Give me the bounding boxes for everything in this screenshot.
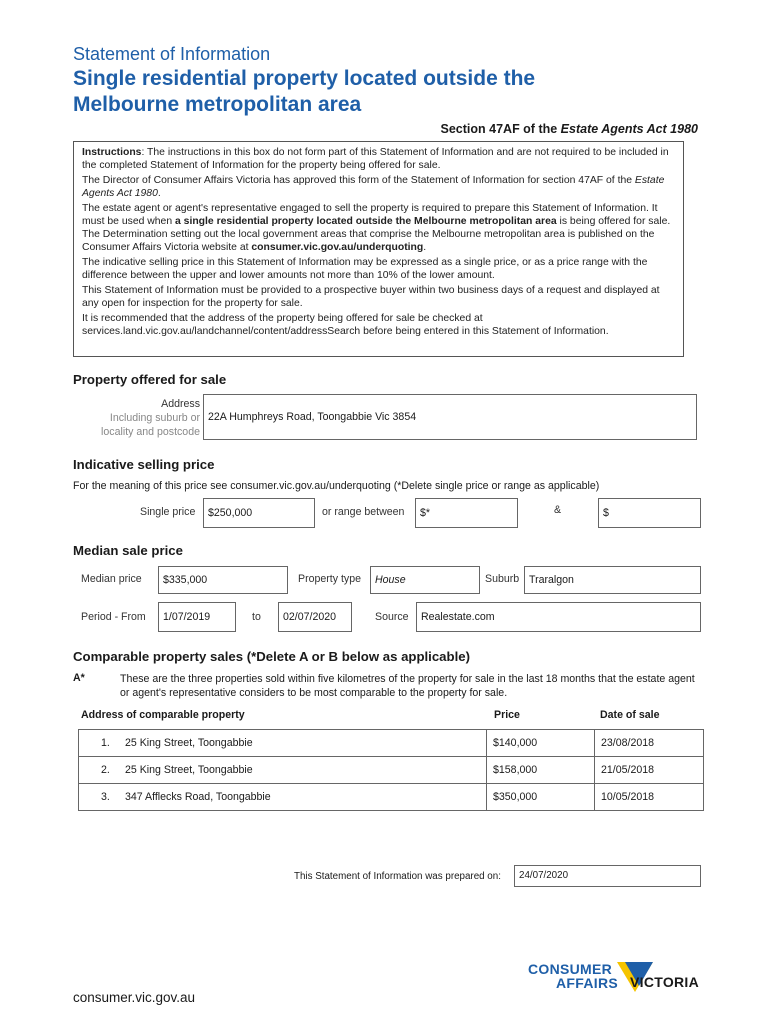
comparable-price-cell[interactable]: $350,000 bbox=[487, 784, 595, 811]
source-label: Source bbox=[375, 611, 409, 623]
source-field[interactable]: Realestate.com bbox=[416, 602, 701, 632]
instr-p3-c: . bbox=[423, 242, 427, 254]
comparable-table bbox=[78, 729, 704, 811]
row-address: 347 Afflecks Road, Toongabbie bbox=[125, 791, 271, 803]
range-ampersand: & bbox=[554, 504, 562, 516]
comparable-heading: Comparable property sales (*Delete A or B below as applicable) bbox=[73, 649, 470, 664]
suburb-label: Suburb bbox=[485, 573, 520, 585]
comparable-address-cell[interactable] bbox=[79, 784, 487, 811]
median-price-field[interactable]: $335,000 bbox=[158, 566, 288, 594]
instr-p3-bold: a single residential property located outside the Melbourne metropolitan area bbox=[175, 216, 557, 228]
consumer-affairs-logo bbox=[528, 960, 708, 1000]
footer-url[interactable]: consumer.vic.gov.au bbox=[73, 990, 196, 1005]
logo-line-consumer: CONSUMER bbox=[528, 961, 613, 977]
section-prefix: Section 47AF of the bbox=[440, 122, 561, 136]
instr-p3-b: is being offered for sale. The Determination setting out the local government areas that comprise the Melbourne metropolitan area is published on the Consumer Affairs Victoria website at bbox=[82, 216, 671, 254]
property-type-field[interactable]: House bbox=[370, 566, 480, 594]
logo-line-affairs: AFFAIRS bbox=[556, 975, 618, 991]
period-to-field[interactable]: 02/07/2020 bbox=[278, 602, 352, 632]
range-label: or range between bbox=[322, 506, 405, 518]
comparable-price-cell[interactable]: $158,000 bbox=[487, 757, 595, 784]
address-label-1: Address bbox=[161, 398, 200, 410]
table-row bbox=[79, 784, 704, 811]
instr-p3-a: The estate agent or agent's representative engaged to sell the property is required to prepare this Statement of Information. It must be used when bbox=[82, 202, 658, 228]
instr-p1 bbox=[82, 146, 675, 172]
instr-label: Instructions bbox=[82, 147, 142, 158]
col-price-header: Price bbox=[494, 709, 520, 721]
title-line-1: Single residential property located outside the bbox=[73, 67, 536, 90]
row-address: 25 King Street, Toongabbie bbox=[125, 764, 253, 776]
col-address-header: Address of comparable property bbox=[81, 709, 245, 721]
period-from-label: Period - From bbox=[81, 611, 146, 623]
period-to-label: to bbox=[252, 611, 261, 623]
median-heading: Median sale price bbox=[73, 543, 183, 558]
row-number: 3. bbox=[101, 791, 110, 803]
row-number: 1. bbox=[101, 737, 110, 749]
section-reference bbox=[441, 122, 698, 136]
instructions-box bbox=[73, 141, 684, 357]
single-price-field[interactable]: $250,000 bbox=[203, 498, 315, 528]
address-label bbox=[73, 397, 200, 439]
table-row bbox=[79, 730, 704, 757]
comparable-address-cell[interactable] bbox=[79, 757, 487, 784]
prepared-label: This Statement of Information was prepared on: bbox=[294, 871, 501, 882]
comparable-address-cell[interactable] bbox=[79, 730, 487, 757]
document-kicker: Statement of Information bbox=[73, 44, 271, 64]
comparable-date-cell[interactable]: 23/08/2018 bbox=[595, 730, 704, 757]
indicative-heading: Indicative selling price bbox=[73, 457, 215, 472]
median-price-label: Median price bbox=[81, 573, 142, 585]
suburb-field[interactable]: Traralgon bbox=[524, 566, 701, 594]
instr-p5: This Statement of Information must be provided to a prospective buyer within two business days of a request and displayed at any open for inspection for the property for sale. bbox=[82, 285, 660, 310]
prepared-date-field[interactable]: 24/07/2020 bbox=[514, 865, 701, 887]
row-address: 25 King Street, Toongabbie bbox=[125, 737, 253, 749]
range-high-field[interactable]: $ bbox=[598, 498, 701, 528]
instr-p2-text: The Director of Consumer Affairs Victoria has approved this form of the Statement of Information for section 47AF of the bbox=[82, 174, 635, 186]
property-type-label: Property type bbox=[298, 573, 362, 585]
instr-p3 bbox=[82, 202, 675, 254]
comparable-marker: A* bbox=[73, 672, 85, 684]
logo-victoria: VICTORIA bbox=[630, 974, 700, 990]
comparable-description: These are the three properties sold within five kilometres of the property for sale in the last 18 months that the estate agent or agent's representative considers to be most comparable to the property for sale. bbox=[120, 673, 695, 699]
single-price-label: Single price bbox=[140, 506, 196, 518]
address-label-2: Including suburb or bbox=[109, 412, 200, 424]
underquoting-link[interactable]: consumer.vic.gov.au/underquoting bbox=[251, 242, 424, 254]
comparable-date-cell[interactable]: 21/05/2018 bbox=[595, 757, 704, 784]
col-date-header: Date of sale bbox=[600, 709, 660, 721]
instr-p2 bbox=[82, 174, 675, 200]
property-heading: Property offered for sale bbox=[73, 372, 227, 387]
row-number: 2. bbox=[101, 764, 110, 776]
comparable-price-cell[interactable]: $140,000 bbox=[487, 730, 595, 757]
address-label-3: locality and postcode bbox=[101, 426, 200, 438]
section-act: Estate Agents Act 1980 bbox=[560, 122, 698, 136]
document-title bbox=[73, 66, 713, 118]
table-row bbox=[79, 757, 704, 784]
instr-p4: The indicative selling price in this Statement of Information may be expressed as a single price, or as a price range with the difference between the upper and lower amounts not more than 10% of the lower amount. bbox=[82, 257, 648, 282]
instr-p2-act: Estate Agents Act 1980 bbox=[82, 174, 665, 200]
instr-p1-text: : The instructions in this box do not form part of this Statement of Information and are not required to be included in the completed Statement of Information for the property being offered for sale. bbox=[82, 147, 669, 172]
instr-p2-end: . bbox=[157, 188, 161, 200]
range-low-field[interactable]: $* bbox=[415, 498, 518, 528]
comparable-date-cell[interactable]: 10/05/2018 bbox=[595, 784, 704, 811]
instr-p6: It is recommended that the address of the property being offered for sale be checked at services.land.vic.gov.au/landchannel/content/addressSearch before being entered in this Statement of Information. bbox=[82, 313, 609, 338]
indicative-note: For the meaning of this price see consumer.vic.gov.au/underquoting (*Delete single price or range as applicable) bbox=[73, 480, 600, 492]
period-from-field[interactable]: 1/07/2019 bbox=[158, 602, 236, 632]
property-address-field[interactable]: 22A Humphreys Road, Toongabbie Vic 3854 bbox=[203, 394, 697, 440]
title-line-2: Melbourne metropolitan area bbox=[73, 93, 362, 116]
